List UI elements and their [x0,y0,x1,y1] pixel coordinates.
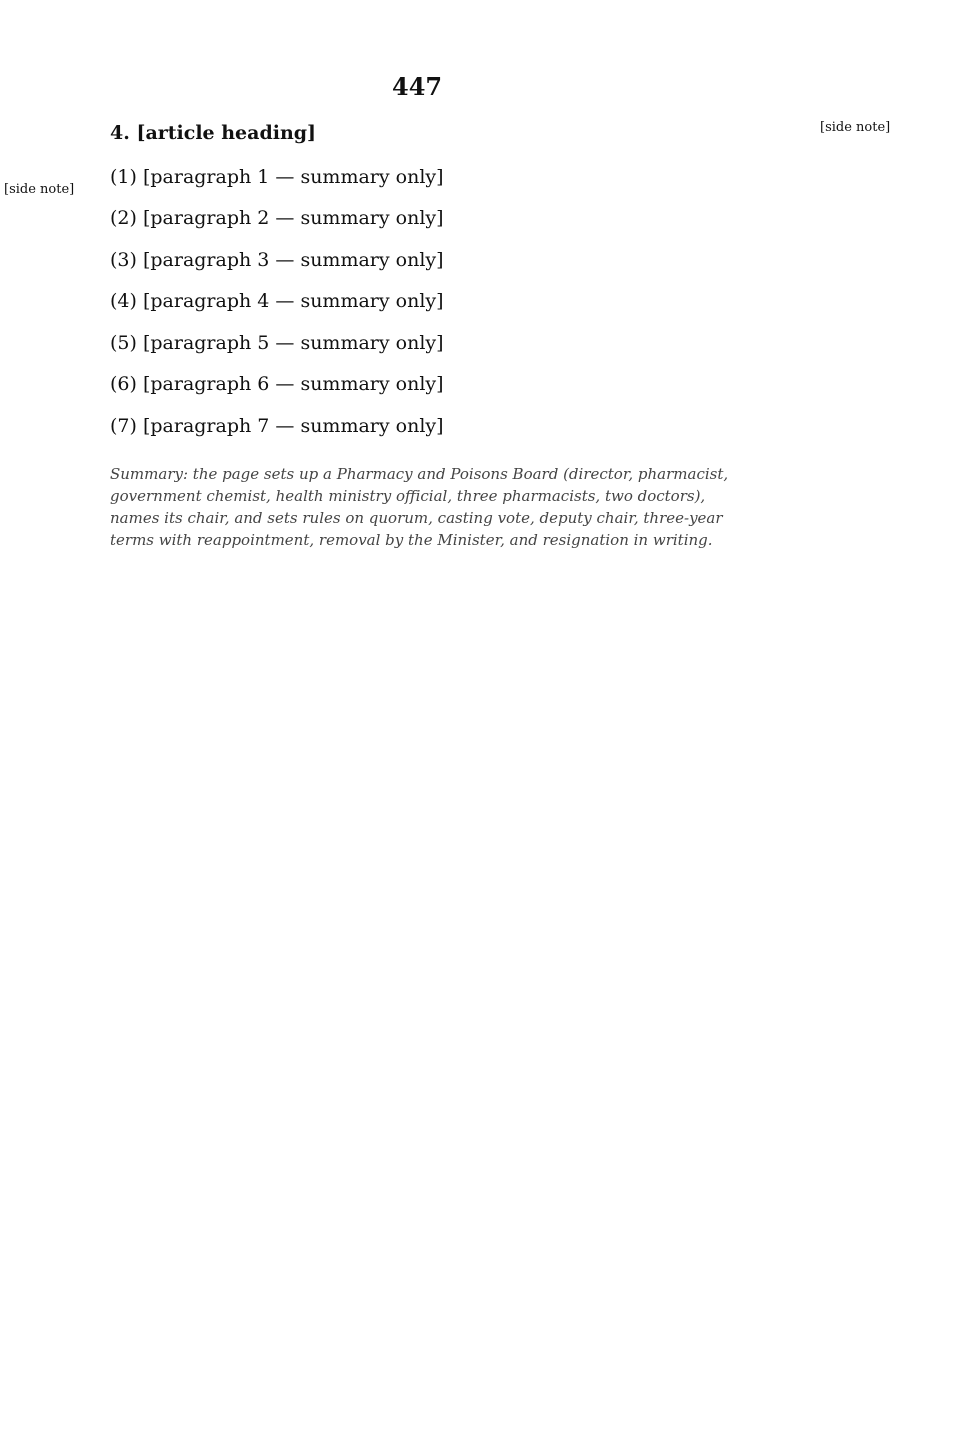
left-margin-note: [side note] [4,182,75,197]
paragraph: (6) [paragraph 6 — summary only] [110,373,444,396]
summary-note: Summary: the page sets up a Pharmacy and Poisons Board (director, pharmacist, government chemist, health ministry official, three pharmacists, two doctors), names its chair, and sets rules on quorum, casting vote, deputy chair, three-year terms with reappointment, removal by the Minister, and resignation in writing. [110,465,729,549]
paragraph-list [110,164,750,441]
right-margin-note: [side note] [820,120,891,135]
paragraph: (1) [paragraph 1 — summary only] [110,165,444,188]
paragraph: (4) [paragraph 4 — summary only] [110,290,444,313]
paragraph: (5) [paragraph 5 — summary only] [110,331,444,354]
page-number: 447 [392,72,443,101]
paragraph: (2) [paragraph 2 — summary only] [110,207,444,230]
paragraph: (3) [paragraph 3 — summary only] [110,248,444,271]
article-heading: 4. [article heading] [110,122,317,144]
main-text [110,120,750,551]
paragraph: (7) [paragraph 7 — summary only] [110,414,444,437]
